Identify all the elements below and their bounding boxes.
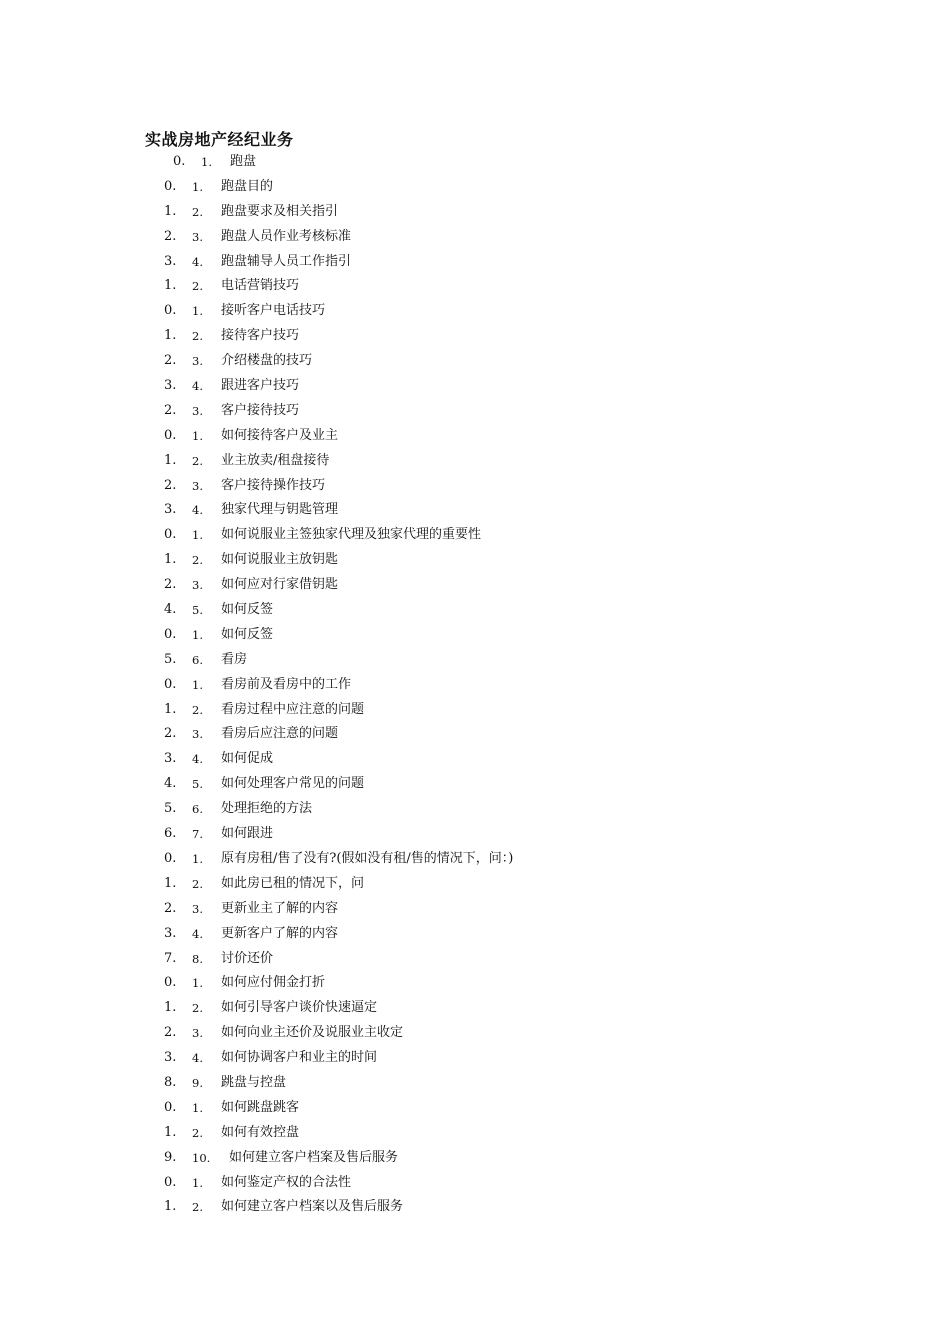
outline-number-primary: 2. <box>164 228 177 244</box>
outline-number-primary: 4. <box>164 776 177 792</box>
outline-item-label: 跑盘辅导人员工作指引 <box>221 253 352 269</box>
outline-item <box>0 822 950 847</box>
outline-number-secondary: 1. <box>192 304 203 319</box>
outline-item-label: 如何鉴定产权的合法性 <box>221 1174 352 1190</box>
outline-item <box>0 747 950 772</box>
outline-item-label: 如此房已租的情况下，问 <box>221 875 365 891</box>
outline-item <box>0 698 950 723</box>
outline-number-secondary: 2. <box>192 279 203 294</box>
outline-item-label: 讨价还价 <box>221 950 274 966</box>
outline-number-primary: 1. <box>164 1124 177 1140</box>
outline-item-label: 如何建立客户档案以及售后服务 <box>221 1199 404 1215</box>
outline-number-primary: 0. <box>164 527 177 543</box>
outline-item <box>0 722 950 747</box>
outline-number-primary: 7. <box>164 950 177 966</box>
outline-number-primary: 1. <box>164 552 177 568</box>
outline-item-label: 如何协调客户和业主的时间 <box>221 1050 378 1066</box>
outline-item <box>0 1146 950 1171</box>
outline-item <box>0 872 950 897</box>
outline-item <box>0 1121 950 1146</box>
outline-item <box>0 648 950 673</box>
outline-item-label: 跑盘要求及相关指引 <box>221 203 339 219</box>
outline-item-label: 看房过程中应注意的问题 <box>221 701 365 717</box>
outline-item <box>0 150 950 175</box>
outline-item <box>0 1171 950 1196</box>
outline-number-primary: 3. <box>164 925 177 941</box>
outline-item-label: 介绍楼盘的技巧 <box>221 353 313 369</box>
outline-item-label: 接听客户电话技巧 <box>221 303 326 319</box>
outline-number-secondary: 5. <box>192 603 203 618</box>
outline-item <box>0 922 950 947</box>
outline-number-primary: 2. <box>164 477 177 493</box>
outline-item <box>0 1071 950 1096</box>
outline-number-secondary: 2. <box>192 876 203 891</box>
outline-item-label: 客户接待操作技巧 <box>221 477 326 493</box>
outline-item <box>0 1046 950 1071</box>
outline-item-label: 跑盘 <box>230 154 257 169</box>
outline-number-secondary: 9. <box>192 1075 203 1090</box>
outline-item <box>0 623 950 648</box>
outline-number-secondary: 2. <box>192 1001 203 1016</box>
outline-number-secondary: 1. <box>192 428 203 443</box>
outline-number-primary: 0. <box>164 626 177 642</box>
outline-item-label: 如何应付佣金打折 <box>221 975 326 991</box>
outline-item-label: 处理拒绝的方法 <box>221 801 313 817</box>
outline-item <box>0 200 950 225</box>
outline-item-label: 业主放卖/租盘接待 <box>221 452 330 468</box>
outline-item <box>0 274 950 299</box>
outline-item-label: 更新业主了解的内容 <box>221 900 339 916</box>
outline-item <box>0 225 950 250</box>
outline-number-secondary: 6. <box>192 652 203 667</box>
outline-number-primary: 2. <box>164 726 177 742</box>
outline-number-secondary: 4. <box>192 926 203 941</box>
outline-number-secondary: 5. <box>192 777 203 792</box>
outline-item-label: 如何说服业主放钥匙 <box>221 552 339 568</box>
outline-item <box>0 1096 950 1121</box>
outline-number-primary: 3. <box>164 378 177 394</box>
outline-item <box>0 996 950 1021</box>
outline-number-primary: 5. <box>164 801 177 817</box>
outline-number-primary: 1. <box>164 452 177 468</box>
outline-item-label: 跑盘目的 <box>221 178 274 194</box>
outline-item <box>0 424 950 449</box>
outline-number-primary: 0. <box>164 303 177 319</box>
outline-number-primary: 0. <box>173 154 186 169</box>
outline-item <box>0 673 950 698</box>
outline-number-secondary: 1. <box>192 627 203 642</box>
outline-item-label: 客户接待技巧 <box>221 402 300 418</box>
table-of-contents <box>0 150 950 1220</box>
outline-number-secondary: 2. <box>192 453 203 468</box>
outline-item <box>0 548 950 573</box>
outline-number-secondary: 1. <box>192 1100 203 1115</box>
outline-item-label: 原有房租/售了没有?(假如没有租/售的情况下，问：) <box>221 850 514 866</box>
outline-number-secondary: 2. <box>192 702 203 717</box>
outline-number-primary: 1. <box>164 701 177 717</box>
outline-item <box>0 1195 950 1220</box>
outline-item-label: 如何处理客户常见的问题 <box>221 776 365 792</box>
outline-number-primary: 0. <box>164 975 177 991</box>
outline-item <box>0 250 950 275</box>
outline-item-label: 独家代理与钥匙管理 <box>221 502 339 518</box>
outline-item-label: 如何反签 <box>221 626 274 642</box>
outline-number-secondary: 4. <box>192 254 203 269</box>
outline-item-label: 如何应对行家借钥匙 <box>221 577 339 593</box>
outline-item <box>0 897 950 922</box>
outline-number-secondary: 3. <box>192 578 203 593</box>
outline-item <box>0 523 950 548</box>
outline-item-label: 如何反签 <box>221 602 274 618</box>
outline-item <box>0 797 950 822</box>
outline-item-label: 电话营销技巧 <box>221 278 300 294</box>
outline-number-primary: 3. <box>164 1050 177 1066</box>
outline-number-secondary: 1. <box>192 1175 203 1190</box>
outline-number-secondary: 2. <box>192 1200 203 1215</box>
outline-number-primary: 3. <box>164 751 177 767</box>
outline-number-secondary: 4. <box>192 379 203 394</box>
outline-item <box>0 971 950 996</box>
outline-item <box>0 947 950 972</box>
outline-item <box>0 598 950 623</box>
outline-number-primary: 1. <box>164 1000 177 1016</box>
outline-number-primary: 6. <box>164 826 177 842</box>
outline-item <box>0 324 950 349</box>
outline-item <box>0 1021 950 1046</box>
outline-number-primary: 4. <box>164 602 177 618</box>
outline-number-secondary: 1. <box>192 677 203 692</box>
outline-item <box>0 847 950 872</box>
outline-number-secondary: 4. <box>192 503 203 518</box>
outline-number-secondary: 4. <box>192 752 203 767</box>
outline-number-primary: 5. <box>164 651 177 667</box>
document-title: 实战房地产经纪业务 <box>145 130 294 149</box>
outline-item <box>0 299 950 324</box>
outline-number-primary: 0. <box>164 676 177 692</box>
outline-number-primary: 0. <box>164 178 177 194</box>
outline-number-primary: 2. <box>164 402 177 418</box>
outline-item-label: 跑盘人员作业考核标准 <box>221 228 352 244</box>
outline-number-secondary: 3. <box>192 901 203 916</box>
outline-item-label: 如何接待客户及业主 <box>221 427 339 443</box>
outline-number-secondary: 6. <box>192 802 203 817</box>
outline-item-label: 如何引导客户谈价快速逼定 <box>221 1000 378 1016</box>
outline-item <box>0 374 950 399</box>
outline-number-primary: 9. <box>164 1149 177 1165</box>
outline-item <box>0 349 950 374</box>
outline-number-secondary: 3. <box>192 403 203 418</box>
outline-number-primary: 1. <box>164 203 177 219</box>
outline-number-primary: 0. <box>164 1174 177 1190</box>
outline-number-secondary: 1. <box>201 155 212 169</box>
outline-item <box>0 498 950 523</box>
outline-item <box>0 772 950 797</box>
outline-number-primary: 3. <box>164 502 177 518</box>
outline-number-secondary: 3. <box>192 1026 203 1041</box>
outline-number-secondary: 2. <box>192 1125 203 1140</box>
outline-item <box>0 573 950 598</box>
outline-number-secondary: 10. <box>192 1150 211 1165</box>
outline-number-secondary: 8. <box>192 951 203 966</box>
outline-number-secondary: 3. <box>192 727 203 742</box>
outline-number-secondary: 3. <box>192 354 203 369</box>
outline-number-secondary: 2. <box>192 553 203 568</box>
outline-number-primary: 8. <box>164 1074 177 1090</box>
outline-item-label: 看房后应注意的问题 <box>221 726 339 742</box>
outline-number-secondary: 2. <box>192 329 203 344</box>
outline-item-label: 如何促成 <box>221 751 274 767</box>
outline-item-label: 如何建立客户档案及售后服务 <box>229 1149 399 1165</box>
outline-item-label: 看房 <box>221 651 248 667</box>
outline-number-primary: 2. <box>164 1025 177 1041</box>
outline-item-label: 看房前及看房中的工作 <box>221 676 352 692</box>
outline-item-label: 如何跟进 <box>221 826 274 842</box>
outline-number-secondary: 2. <box>192 204 203 219</box>
outline-number-primary: 0. <box>164 850 177 866</box>
outline-number-secondary: 7. <box>192 827 203 842</box>
outline-item <box>0 175 950 200</box>
outline-number-secondary: 1. <box>192 179 203 194</box>
outline-number-primary: 1. <box>164 875 177 891</box>
outline-number-primary: 1. <box>164 328 177 344</box>
outline-number-primary: 3. <box>164 253 177 269</box>
outline-number-primary: 2. <box>164 900 177 916</box>
outline-item <box>0 399 950 424</box>
outline-number-primary: 0. <box>164 427 177 443</box>
outline-number-secondary: 1. <box>192 976 203 991</box>
outline-item-label: 跳盘与控盘 <box>221 1074 287 1090</box>
outline-number-primary: 2. <box>164 577 177 593</box>
outline-number-secondary: 4. <box>192 1051 203 1066</box>
outline-item-label: 更新客户了解的内容 <box>221 925 339 941</box>
outline-item-label: 跟进客户技巧 <box>221 378 300 394</box>
outline-item-label: 接待客户技巧 <box>221 328 300 344</box>
outline-item-label: 如何说服业主签独家代理及独家代理的重要性 <box>221 527 482 543</box>
outline-item-label: 如何跳盘跳客 <box>221 1099 300 1115</box>
outline-number-primary: 1. <box>164 1199 177 1215</box>
outline-item-label: 如何向业主还价及说服业主收定 <box>221 1025 404 1041</box>
outline-number-primary: 2. <box>164 353 177 369</box>
outline-number-secondary: 1. <box>192 528 203 543</box>
outline-number-secondary: 1. <box>192 851 203 866</box>
outline-number-primary: 1. <box>164 278 177 294</box>
outline-item <box>0 474 950 499</box>
outline-number-secondary: 3. <box>192 478 203 493</box>
outline-number-primary: 0. <box>164 1099 177 1115</box>
outline-item <box>0 449 950 474</box>
outline-number-secondary: 3. <box>192 229 203 244</box>
outline-item-label: 如何有效控盘 <box>221 1124 300 1140</box>
